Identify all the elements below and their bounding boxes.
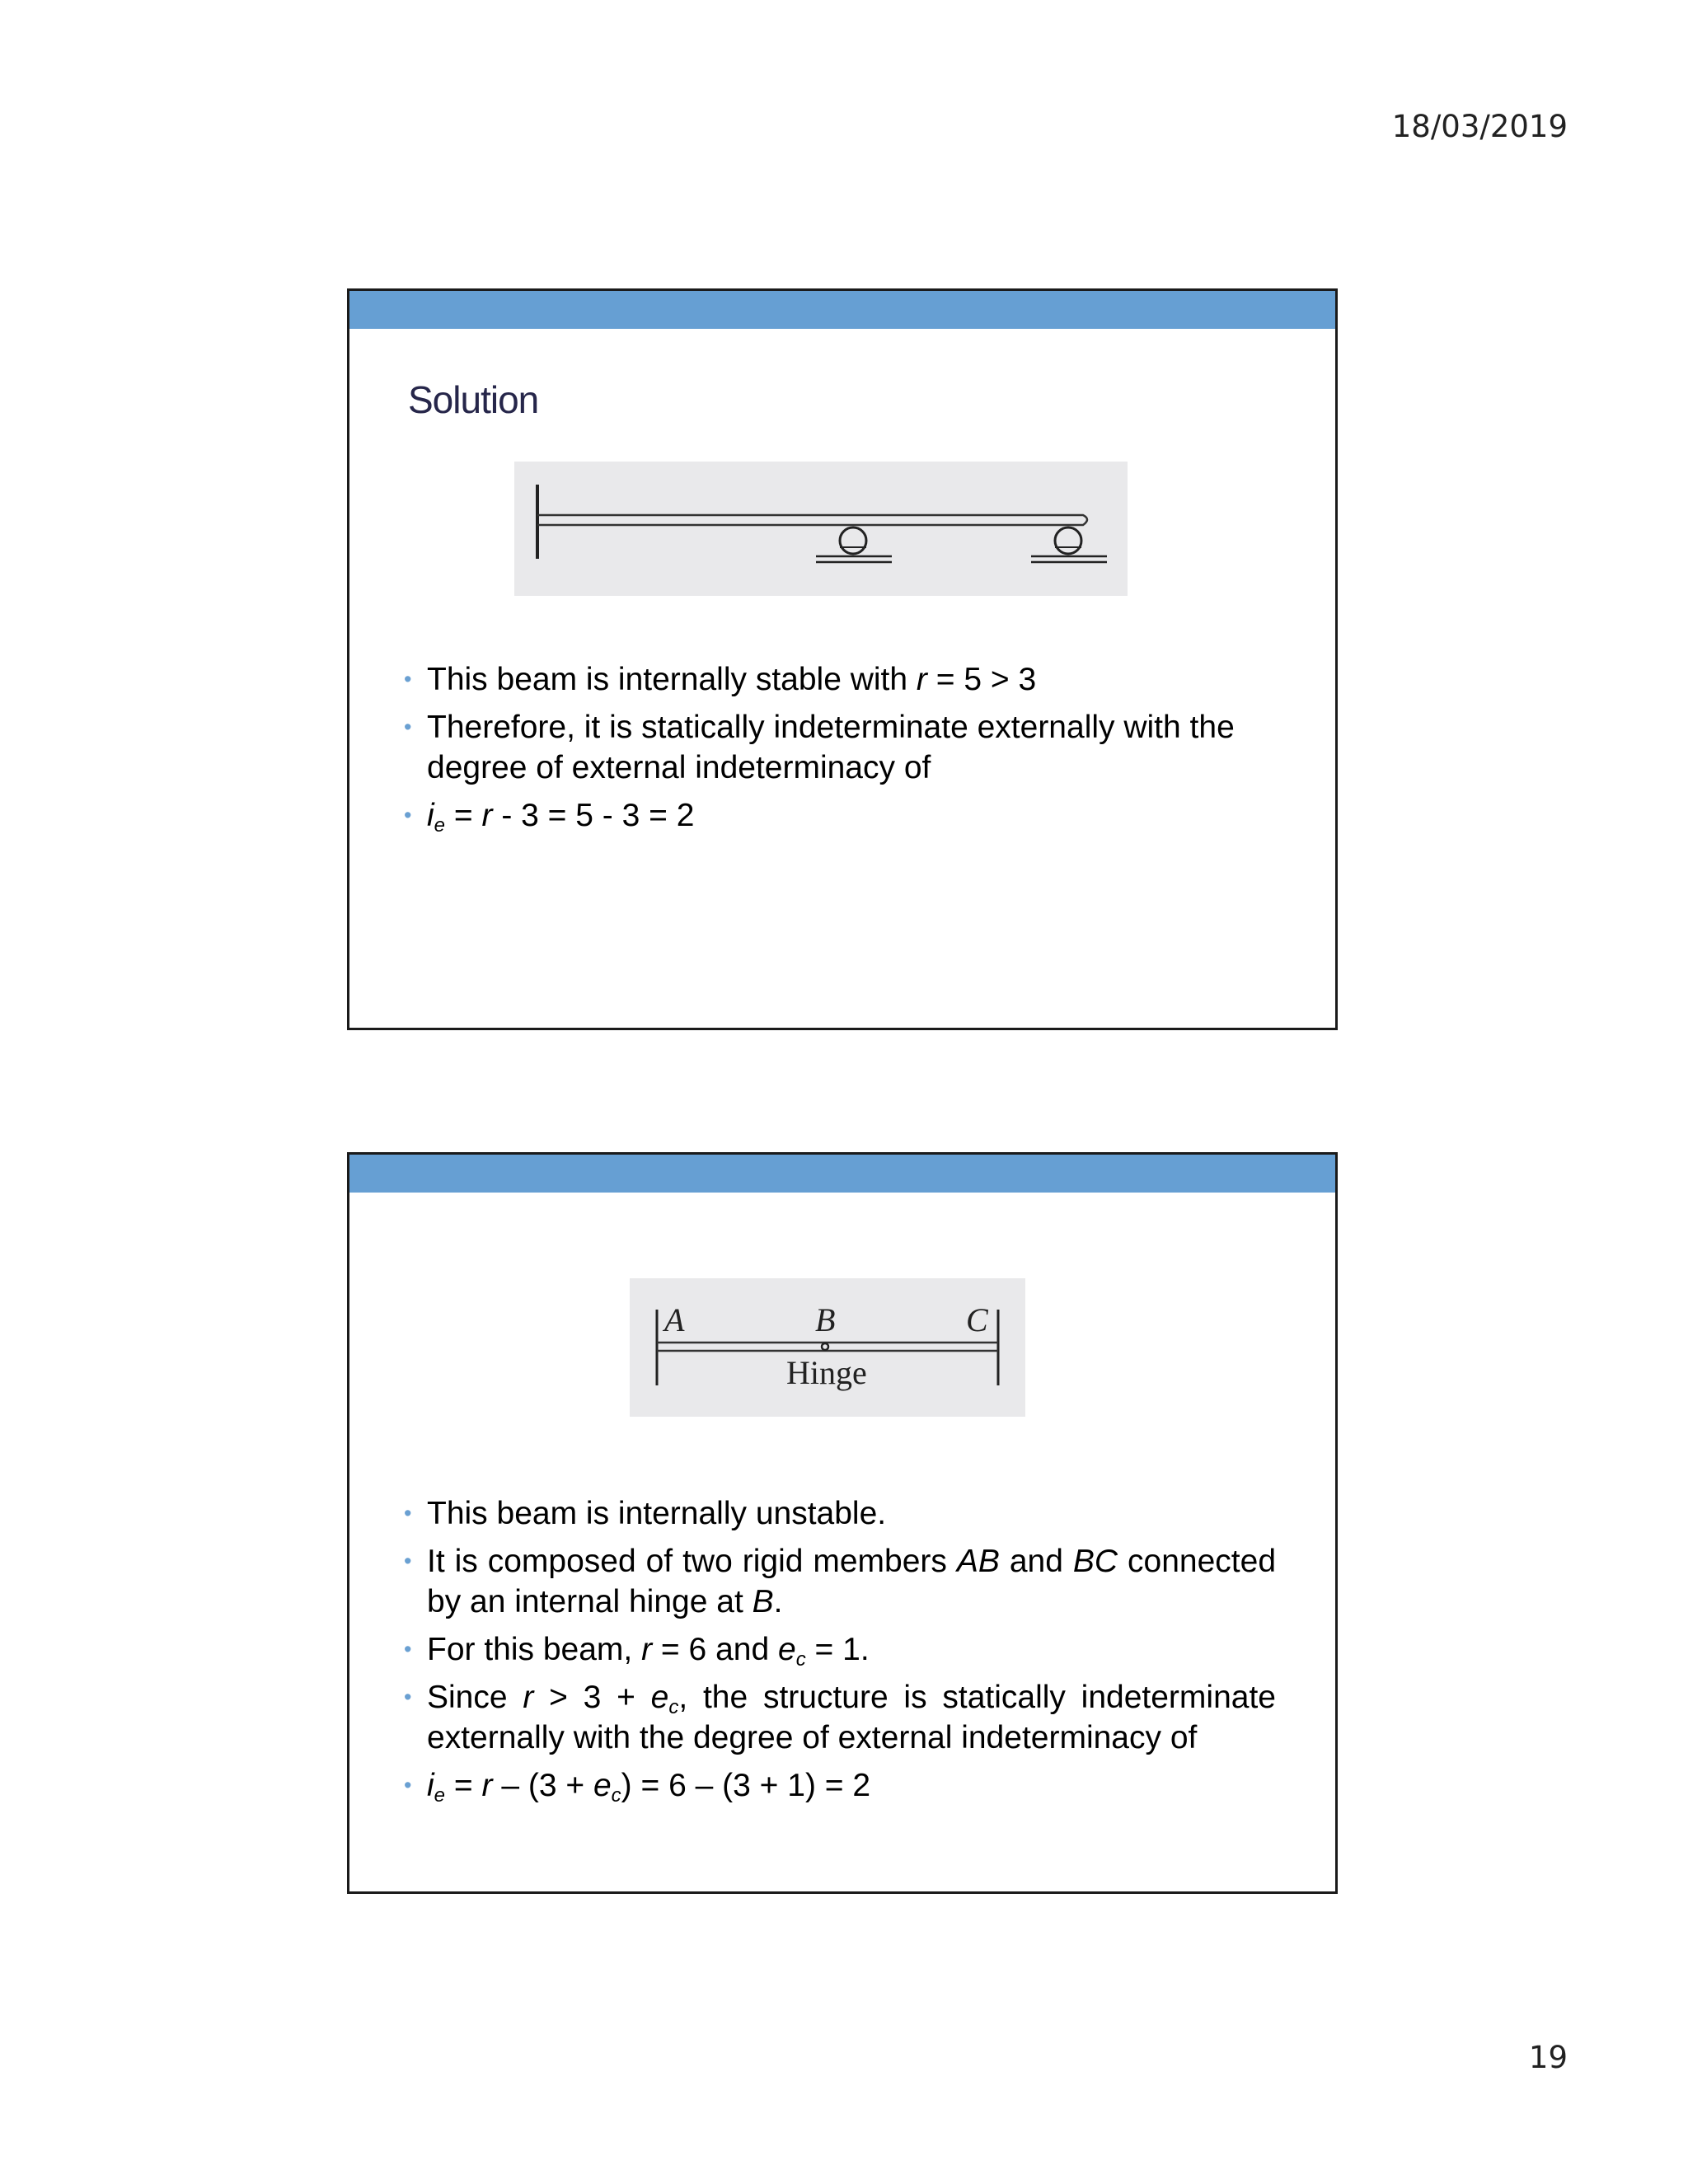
bullet-item: • For this beam, r = 6 and $e_c = 1$. bbox=[404, 1629, 1276, 1670]
slide-hinged-beam bbox=[347, 1152, 1338, 1894]
beam bbox=[537, 515, 1087, 525]
bullet-item: • $i_e = r - (3 + e_c) = 6 - (3 + 1) = 2$ bbox=[404, 1765, 1276, 1806]
bullet-item: • This beam is internally unstable. bbox=[404, 1493, 1276, 1534]
label-c: C bbox=[966, 1301, 988, 1338]
slide-title: Solution bbox=[408, 378, 539, 421]
bullet-item: • Since $r > 3 + e_c$, the structure is statically indeterminate externally with the degree of external indeterminacy of bbox=[404, 1677, 1276, 1758]
beam-figure-hinge bbox=[630, 1278, 1025, 1417]
hinge-beam-diagram bbox=[630, 1278, 1025, 1417]
slide-header-band bbox=[349, 291, 1335, 329]
beam-diagram bbox=[514, 462, 1128, 596]
label-hinge: Hinge bbox=[786, 1354, 867, 1391]
roller-support-1 bbox=[816, 527, 892, 562]
bullet-item: • This beam is internally stable with r = 5 > 3 bbox=[404, 659, 1276, 700]
page-number: 19 bbox=[1528, 2040, 1568, 2075]
beam-figure-fixed-two-rollers bbox=[514, 462, 1128, 596]
label-a: A bbox=[664, 1301, 685, 1338]
roller-support-2 bbox=[1031, 527, 1107, 562]
bullet-item: • It is composed of two rigid members AB and BC connected by an internal hinge at B. bbox=[404, 1541, 1276, 1622]
slide-solution bbox=[347, 288, 1338, 1030]
slide-header-band bbox=[349, 1155, 1335, 1193]
page-date: 18/03/2019 bbox=[1391, 109, 1568, 144]
bullet-item: • $i_e = r - 3 = 5 - 3 = 2$ bbox=[404, 795, 1276, 836]
solution-bullets bbox=[404, 659, 1276, 843]
label-b: B bbox=[815, 1301, 836, 1338]
hinge-pin bbox=[822, 1343, 828, 1350]
hinge-bullets bbox=[404, 1493, 1276, 1813]
bullet-item: • Therefore, it is statically indeterminate externally with the degree of external indeterminacy of bbox=[404, 707, 1276, 788]
